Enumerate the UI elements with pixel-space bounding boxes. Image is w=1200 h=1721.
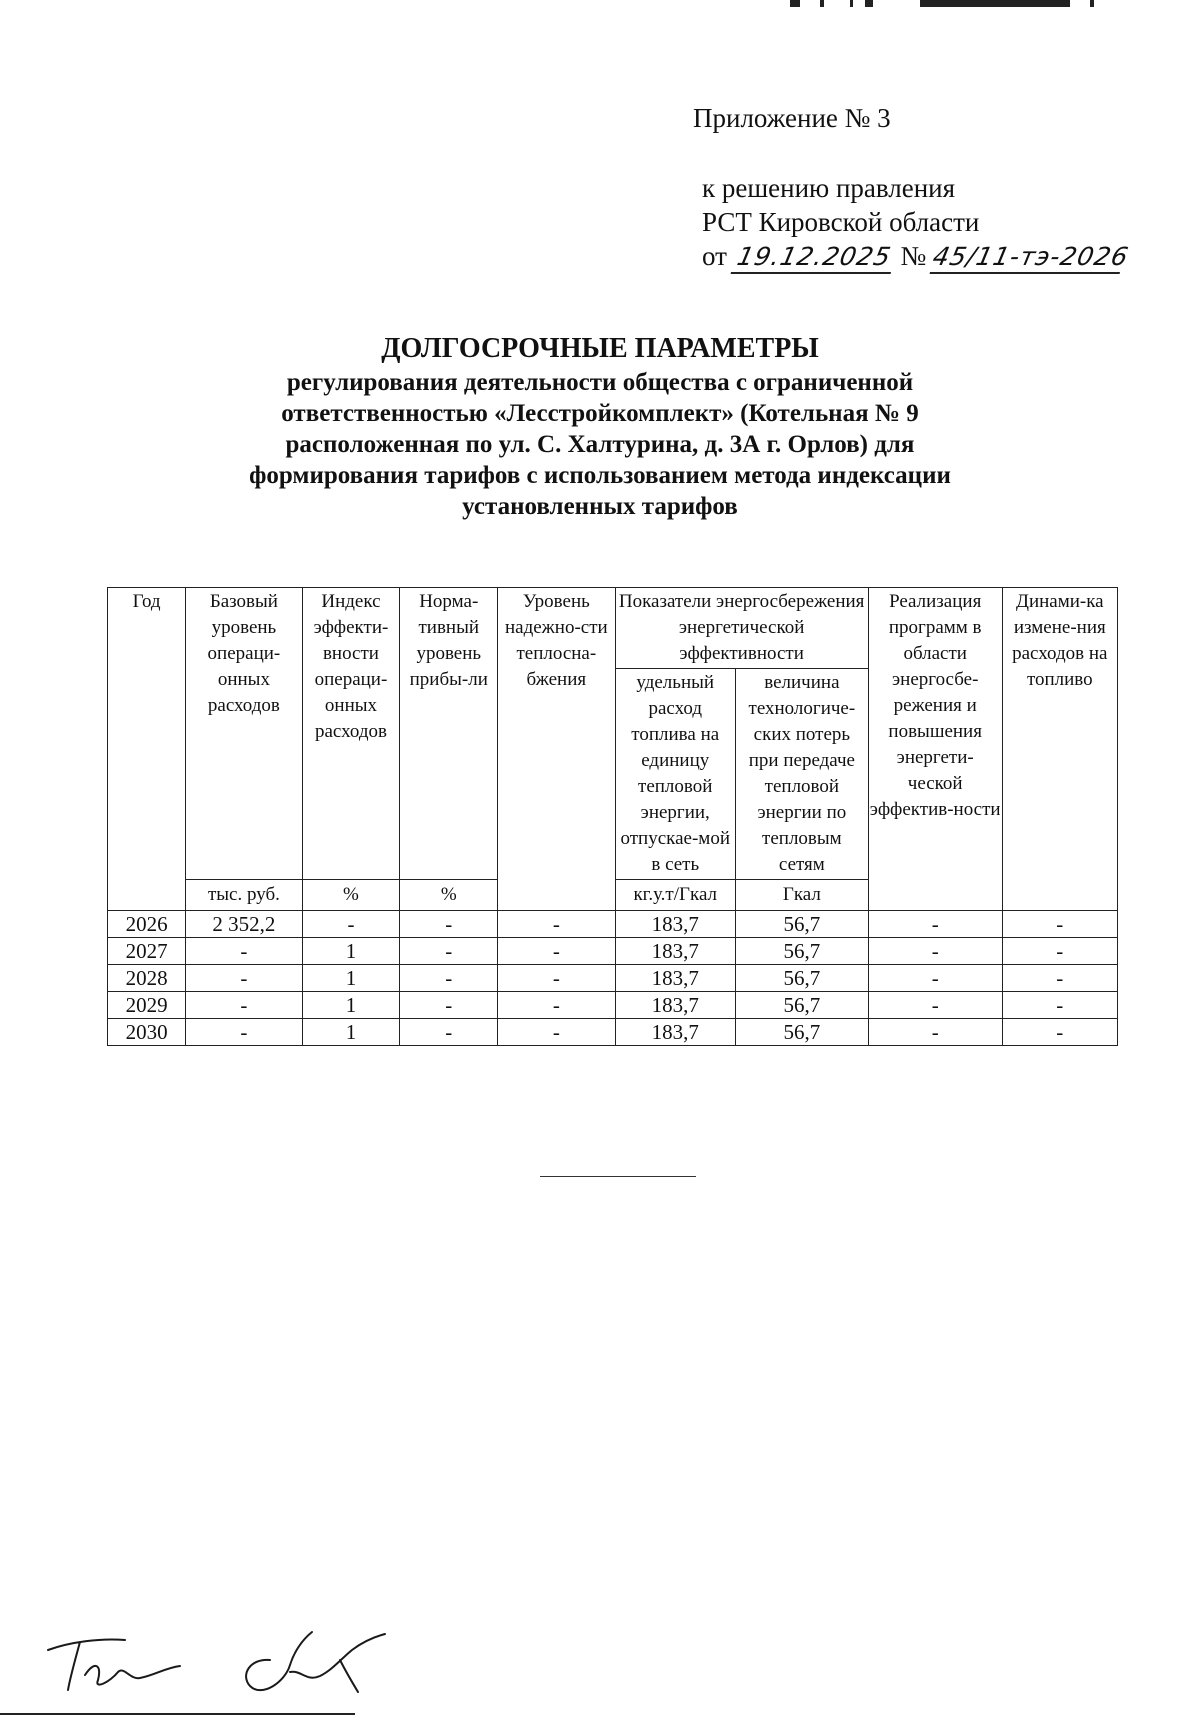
cell-year: 2030 (108, 1019, 186, 1046)
title-line-1: регулирования деятельности общества с ограниченной (286, 369, 914, 396)
cell-specific-fuel: 183,7 (615, 992, 735, 1019)
end-separator-line (540, 1176, 696, 1177)
cell-year: 2029 (108, 992, 186, 1019)
cell-normative-profit: - (400, 965, 498, 992)
cell-efficiency-index: - (302, 911, 400, 938)
cell-fuel-dynamics: - (1002, 1019, 1117, 1046)
cell-year: 2026 (108, 911, 186, 938)
cell-tech-losses: 56,7 (735, 965, 868, 992)
signature-1 (48, 1639, 180, 1690)
table-row (108, 965, 1118, 992)
cell-efficiency-index: 1 (302, 965, 400, 992)
cell-year: 2027 (108, 938, 186, 965)
cell-efficiency-index: 1 (302, 1019, 400, 1046)
title-line-5: установленных тарифов (462, 493, 738, 520)
header-reliability: Уровень надежно-сти теплосна-бжения (498, 588, 615, 911)
header-programs: Реализация программ в области энергосбе-режения и повышения энергети-ческой эффектив-ности (868, 588, 1002, 911)
header-efficiency-index: Индекс эффекти-вности операци-онных расходов (302, 588, 400, 880)
signature-2 (246, 1632, 385, 1692)
handwritten-signatures (40, 1620, 420, 1700)
cell-specific-fuel: 183,7 (615, 965, 735, 992)
table-row (108, 992, 1118, 1019)
header-normative-profit: Норма-тивный уровень прибы-ли (400, 588, 498, 880)
cell-fuel-dynamics: - (1002, 911, 1117, 938)
cell-efficiency-index: 1 (302, 938, 400, 965)
cell-base-level: - (186, 1019, 302, 1046)
decision-line-2: РСТ Кировской области (702, 207, 980, 237)
cell-base-level: - (186, 992, 302, 1019)
cell-fuel-dynamics: - (1002, 992, 1117, 1019)
cell-normative-profit: - (400, 938, 498, 965)
number-prefix: № (900, 241, 927, 271)
decision-date-number (702, 239, 1132, 274)
scan-top-marks (790, 0, 1130, 10)
parameters-table (107, 587, 1118, 1046)
cell-reliability: - (498, 938, 615, 965)
cell-efficiency-index: 1 (302, 992, 400, 1019)
header-row-1 (108, 588, 1118, 669)
cell-reliability: - (498, 1019, 615, 1046)
document-title (150, 331, 1050, 522)
title-main: ДОЛГОСРОЧНЫЕ ПАРАМЕТРЫ (381, 333, 819, 364)
title-line-4: формирования тарифов с использованием метода индексации (249, 462, 951, 489)
cell-specific-fuel: 183,7 (615, 911, 735, 938)
cell-tech-losses: 56,7 (735, 938, 868, 965)
header-energy-saving-group: Показатели энергосбережения энергетической эффективности (615, 588, 868, 669)
appendix-label: Приложение № 3 (693, 103, 891, 133)
table-row (108, 911, 1118, 938)
header-specific-fuel: удельный расход топлива на единицу тепловой энергии, отпускае-мой в сеть (615, 669, 735, 880)
table-row (108, 938, 1118, 965)
cell-reliability: - (498, 992, 615, 1019)
unit-tech-losses: Гкал (735, 880, 868, 911)
header-fuel-dynamics: Динами-ка измене-ния расходов на топливо (1002, 588, 1117, 911)
cell-reliability: - (498, 965, 615, 992)
cell-base-level: - (186, 965, 302, 992)
cell-base-level: - (186, 938, 302, 965)
unit-efficiency-index: % (302, 880, 400, 911)
unit-specific-fuel: кг.у.т/Гкал (615, 880, 735, 911)
header-base-level: Базовый уровень операци-онных расходов (186, 588, 302, 880)
cell-tech-losses: 56,7 (735, 911, 868, 938)
handwritten-date: 19.12.2025 (730, 242, 897, 274)
title-line-3: расположенная по ул. С. Халтурина, д. 3А г. Орлов) для (285, 431, 915, 458)
date-prefix: от (702, 241, 727, 271)
cell-fuel-dynamics: - (1002, 965, 1117, 992)
cell-programs: - (868, 938, 1002, 965)
cell-normative-profit: - (400, 992, 498, 1019)
header-year: Год (108, 588, 186, 911)
bottom-edge-line (0, 1713, 355, 1715)
cell-tech-losses: 56,7 (735, 1019, 868, 1046)
cell-tech-losses: 56,7 (735, 992, 868, 1019)
cell-specific-fuel: 183,7 (615, 1019, 735, 1046)
cell-programs: - (868, 911, 1002, 938)
cell-programs: - (868, 1019, 1002, 1046)
cell-specific-fuel: 183,7 (615, 938, 735, 965)
decision-reference (702, 171, 1132, 274)
cell-normative-profit: - (400, 911, 498, 938)
table-row (108, 1019, 1118, 1046)
title-line-2: ответственностью «Лесстройкомплект» (Котельная № 9 (281, 400, 919, 427)
decision-line-1: к решению правления (702, 173, 956, 203)
cell-programs: - (868, 992, 1002, 1019)
cell-year: 2028 (108, 965, 186, 992)
unit-base-level: тыс. руб. (186, 880, 302, 911)
cell-base-level: 2 352,2 (186, 911, 302, 938)
cell-fuel-dynamics: - (1002, 938, 1117, 965)
cell-reliability: - (498, 911, 615, 938)
header-tech-losses: величина технологиче-ских потерь при передаче тепловой энергии по тепловым сетям (735, 669, 868, 880)
unit-normative-profit: % (400, 880, 498, 911)
cell-normative-profit: - (400, 1019, 498, 1046)
handwritten-number: 45/11-тэ-2026 (930, 242, 1127, 274)
cell-programs: - (868, 965, 1002, 992)
